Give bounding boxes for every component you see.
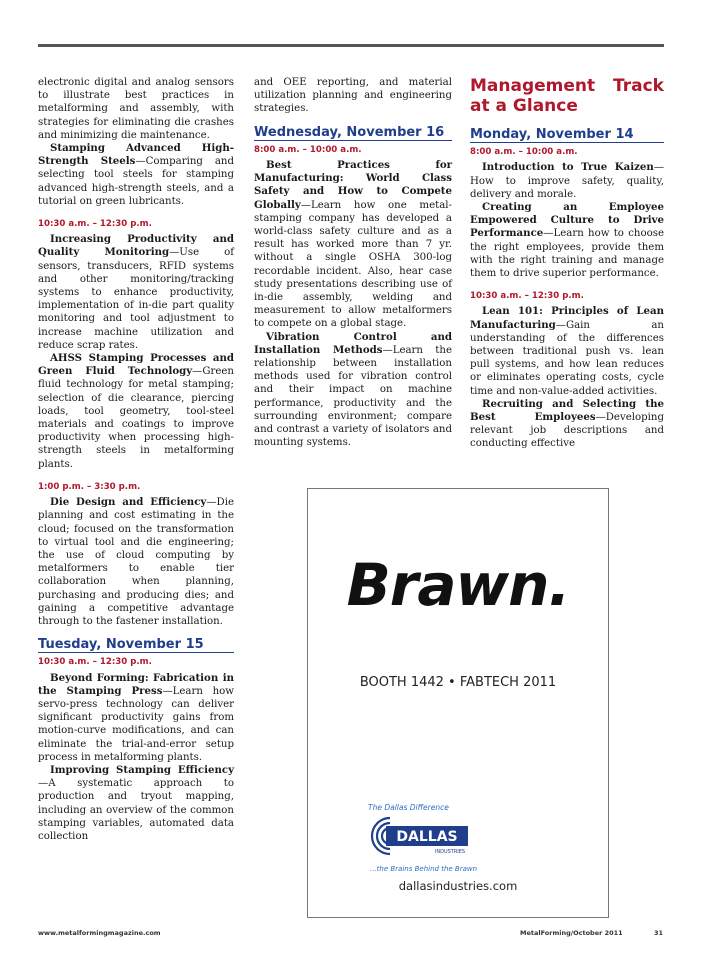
ad-tagline-bottom: ...the Brains Behind the Brawn	[370, 865, 478, 873]
session-time: 10:30 a.m. – 12:30 p.m.	[470, 291, 584, 302]
session-body: —Developing relevant job descriptions and conducting effective	[470, 412, 664, 450]
session-body: —Comparing and selecting tool steels for stamping advanced high-strength steels, and a tutorial on green lubricants.	[38, 156, 234, 207]
paragraph-text: electronic digital and analog sensors to illustrate best practices in metalforming and assembly, with strategies for eliminating die crashes and minimizing die maintenance.	[38, 77, 234, 141]
session-title: Creating an Employee Empowered Culture to Drive Performance	[470, 201, 664, 240]
ad-url[interactable]: dallasindustries.com	[398, 879, 518, 893]
paragraph	[38, 233, 234, 352]
paragraph-text: and OEE reporting, and material utilization planning and engineering strategies.	[254, 77, 452, 115]
paragraph	[470, 305, 664, 397]
page-number: 31	[654, 929, 664, 937]
paragraph	[38, 142, 234, 208]
dallas-logo-icon	[370, 814, 486, 858]
session-title: Increasing Productivity and Quality Monitoring	[38, 233, 234, 259]
session-time: 10:30 a.m. – 12:30 p.m.	[38, 657, 152, 668]
paragraph	[254, 331, 452, 450]
ad-tagline-top: The Dallas Difference	[368, 803, 449, 812]
logo-subtext: INDUSTRIES	[434, 849, 466, 855]
logo-text: DALLAS	[396, 829, 458, 845]
paragraph	[38, 672, 234, 764]
session-body: —Learn how servo-press technology can deliver significant productivity gains from motion-curve modifications, and can eliminate the trial-and-error setup process in metalforming plants.	[38, 685, 234, 763]
session-title: Vibration Control and Installation Methods	[254, 330, 452, 356]
session-body: —Green fluid technology for metal stamping; selection of die clearance, piercing loads, tool geometry, tool-steel materials and coatings to improve productivity when processing high-strength steels in metalforming plants.	[38, 366, 234, 470]
footer-publication: MetalForming/October 2011	[520, 929, 623, 937]
section-title: Management Track at a Glance	[470, 76, 664, 116]
session-title: Improving Stamping Efficiency	[50, 763, 234, 776]
column-2	[254, 76, 452, 449]
session-body: —A systematic approach to production and tryout mapping, including an overview of the common stamping variables, automated data collection	[38, 778, 234, 842]
session-title: Recruiting and Selecting the Best Employees	[470, 397, 664, 424]
session-title: Best Practices for Manufacturing: World Class Safety and How to Compete Globally	[254, 159, 452, 211]
paragraph	[38, 76, 234, 142]
session-body: —Learn how to choose the right employees, provide them with the right training and manage them to drive superior performance.	[470, 228, 664, 280]
paragraph	[254, 76, 452, 116]
session-body: —Learn the relationship between installation methods used for vibration control and their impact on machine performance, productivity and the surrounding environment; compare and contrast a variety of isolators and mounting systems.	[254, 344, 452, 449]
paragraph	[38, 496, 234, 628]
day-heading: Tuesday, November 15	[38, 638, 234, 653]
session-body: —Learn how one metal-stamping company has developed a world-class safety culture and as a result has worked more than 7 yr. without a single OSHA 300-log recordable incident. Also, hear case study presentations describing use of in-die assembly, welding and measurement to allow metalformers to compete on a global stage.	[254, 199, 452, 330]
session-title: Die Design and Efficiency	[50, 496, 207, 509]
day-heading: Monday, November 14	[470, 128, 664, 143]
session-title: Lean 101: Principles of Lean Manufacturing	[470, 305, 664, 331]
column-1	[38, 76, 234, 843]
paragraph	[470, 201, 664, 280]
session-title: Stamping Advanced High-Strength Steels	[38, 142, 234, 168]
paragraph	[254, 159, 452, 331]
paragraph	[38, 352, 234, 471]
paragraph	[470, 398, 664, 451]
session-title: Beyond Forming: Fabrication in the Stamping Press	[38, 671, 234, 697]
column-3	[470, 76, 664, 451]
ad-booth: BOOTH 1442 • FABTECH 2011	[359, 675, 557, 690]
session-body: —How to improve safety, quality, delivery and morale.	[470, 162, 664, 200]
session-title: AHSS Stamping Processes and Green Fluid Technology	[38, 352, 234, 378]
session-time: 1:00 p.m. – 3:30 p.m.	[38, 481, 141, 492]
session-title: Introduction to True Kaizen	[482, 161, 654, 174]
session-time: 8:00 a.m. – 10:00 a.m.	[470, 147, 578, 158]
advertisement[interactable]	[307, 488, 609, 918]
session-time: 8:00 a.m. – 10:00 a.m.	[254, 144, 362, 155]
session-body: —Gain an understanding of the differences between traditional push vs. lean pull systems, and how lean reduces or eliminates operating costs, cycle time and non-value-added activities.	[470, 319, 664, 397]
session-time: 10:30 a.m. – 12:30 p.m.	[38, 219, 152, 230]
day-heading: Wednesday, November 16	[254, 126, 452, 141]
paragraph	[470, 161, 664, 201]
paragraph	[38, 764, 234, 843]
ad-headline: Brawn.	[346, 551, 570, 619]
top-rule	[38, 44, 664, 47]
session-body: —Die planning and cost estimating in the cloud; focused on the transformation to virtual tool and die engineering; the use of cloud computing by metalformers to enable tier collaboration when planning, purchasing and producing dies; and gaining a competitive advantage through to the fastener installation.	[38, 497, 234, 627]
footer-website: www.metalformingmagazine.com	[38, 929, 161, 937]
session-body: —Use of sensors, transducers, RFID systems and other monitoring/tracking systems to enhance productivity, implementation of in-die part quality monitoring and tool adjustment to increase machine utilization and reduce scrap rates.	[38, 247, 234, 351]
